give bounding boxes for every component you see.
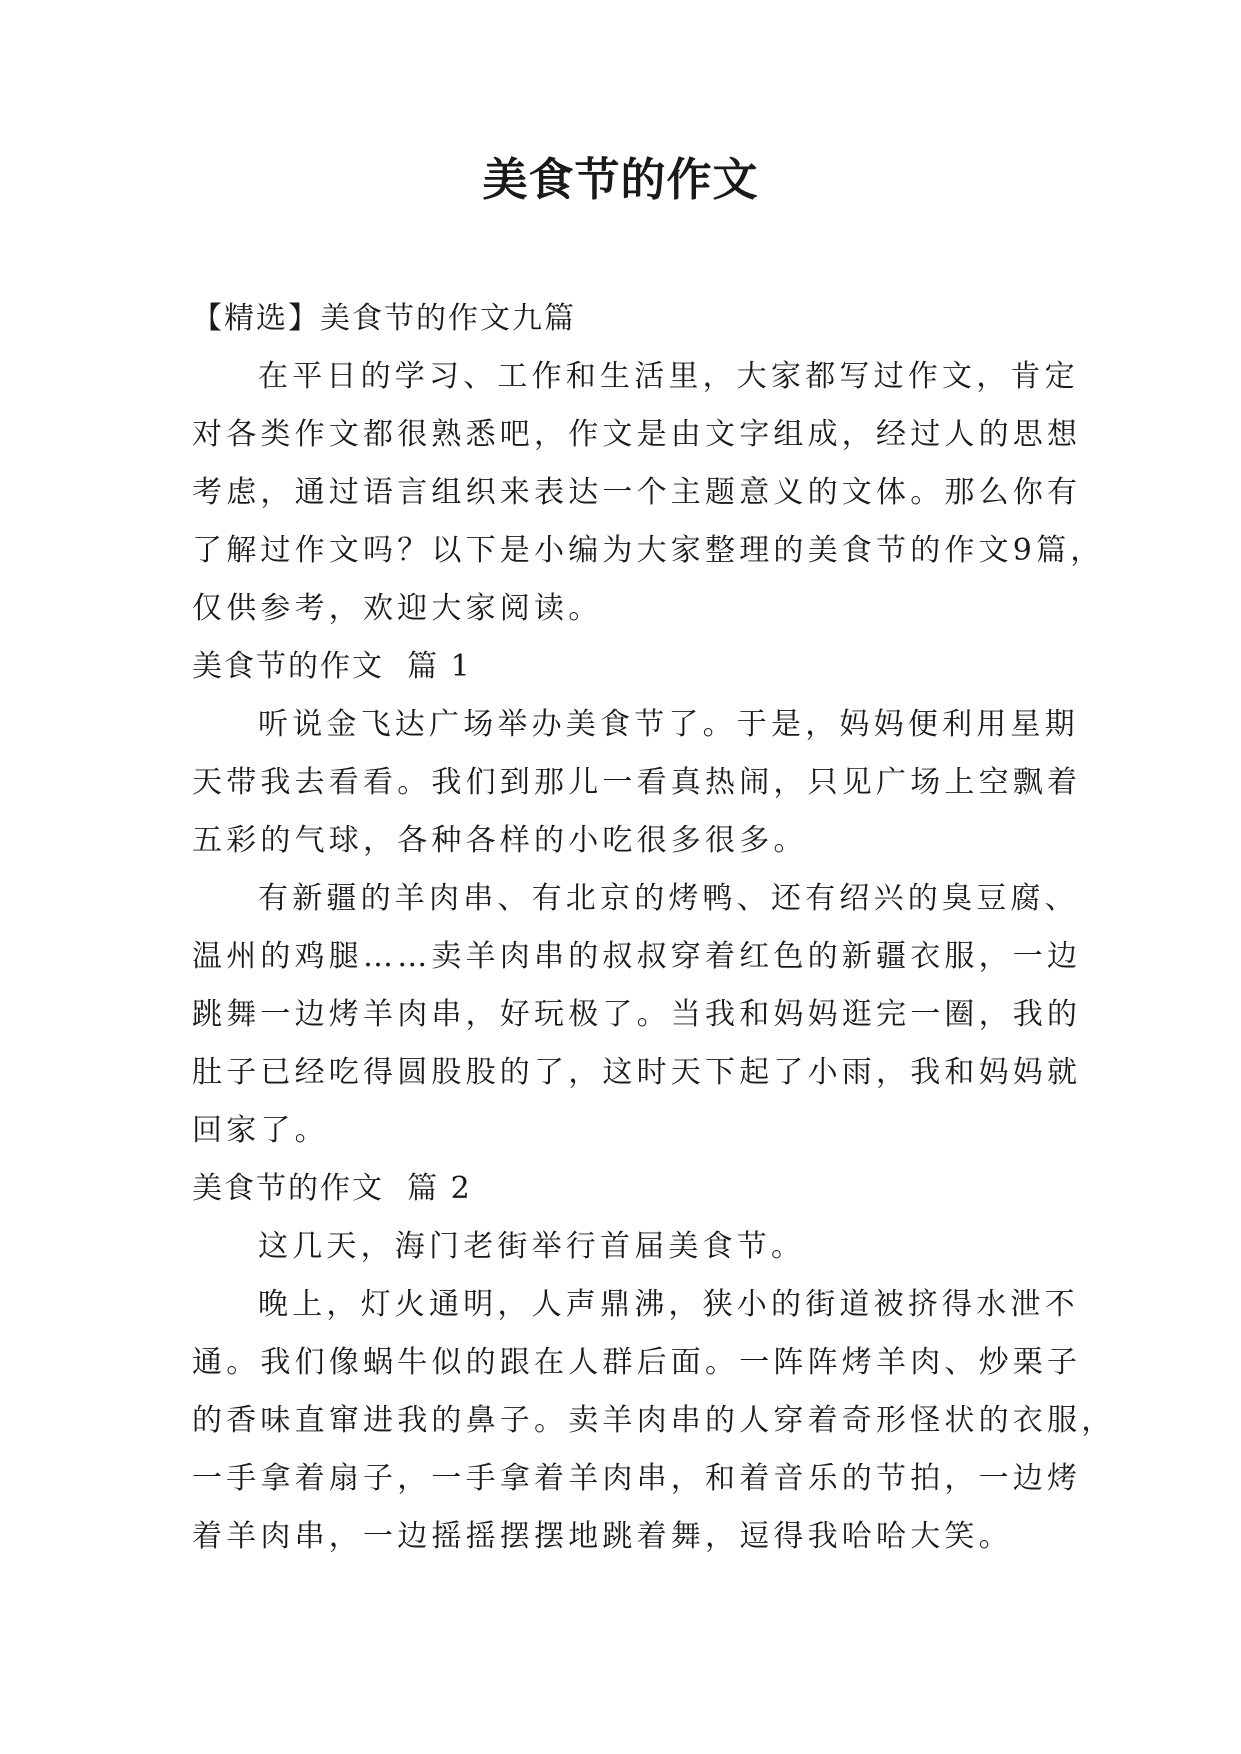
document-body [192,290,1116,1566]
document-title: 美食节的作文 [482,153,759,206]
section-2-paragraph-1 [192,1218,1064,1276]
text-line: 天带我去看看。我们到那儿一看真热闹，只见广场上空飘着 [192,765,1082,800]
section-1-paragraph-2 [192,870,1082,1160]
text-line: 着羊肉串，一边摇摇摆摆地跳着舞，逗得我哈哈大笑。 [192,1519,1013,1554]
text-line: 跳舞一边烤羊肉串，好玩极了。当我和妈妈逛完一圈，我的 [192,997,1082,1032]
section-heading-1: 美食节的作文 篇 1 [192,649,472,684]
text-line: 的香味直窜进我的鼻子。卖羊肉串的人穿着奇形怪状的衣服， [192,1403,1116,1438]
text-line: 通。我们像蜗牛似的跟在人群后面。一阵阵烤羊肉、炒栗子 [192,1345,1082,1380]
section-heading-2: 美食节的作文 篇 2 [192,1171,472,1206]
text-line: 一手拿着扇子，一手拿着羊肉串，和着音乐的节拍，一边烤 [192,1461,1082,1496]
text-line: 五彩的气球，各种各样的小吃很多很多。 [192,823,808,858]
section-2-paragraph-2 [192,1276,1116,1566]
text-line: 听说金飞达广场举办美食节了。于是，妈妈便利用星期 [258,707,1079,742]
text-line: 有新疆的羊肉串、有北京的烤鸭、还有绍兴的臭豆腐、 [258,881,1079,916]
text-line: 仅供参考，欢迎大家阅读。 [192,591,603,626]
text-line: 考虑，通过语言组织来表达一个主题意义的文体。那么你有 [192,475,1082,510]
text-line: 肚子已经吃得圆股股的了，这时天下起了小雨，我和妈妈就 [192,1055,1082,1090]
text-line: 温州的鸡腿……卖羊肉串的叔叔穿着红色的新疆衣服，一边 [192,939,1082,974]
intro-paragraph [192,348,1105,638]
text-line: 了解过作文吗？以下是小编为大家整理的美食节的作文9篇， [192,533,1105,568]
text-line: 对各类作文都很熟悉吧，作文是由文字组成，经过人的思想 [192,417,1082,452]
text-line: 这几天，海门老街举行首届美食节。 [258,1229,806,1264]
document-subtitle: 【精选】美食节的作文九篇 [192,301,576,336]
text-line: 在平日的学习、工作和生活里，大家都写过作文，肯定 [258,359,1079,394]
section-1-paragraph-1 [192,696,1082,870]
text-line: 回家了。 [192,1113,329,1148]
text-line: 晚上，灯火通明，人声鼎沸，狭小的街道被挤得水泄不 [258,1287,1079,1322]
